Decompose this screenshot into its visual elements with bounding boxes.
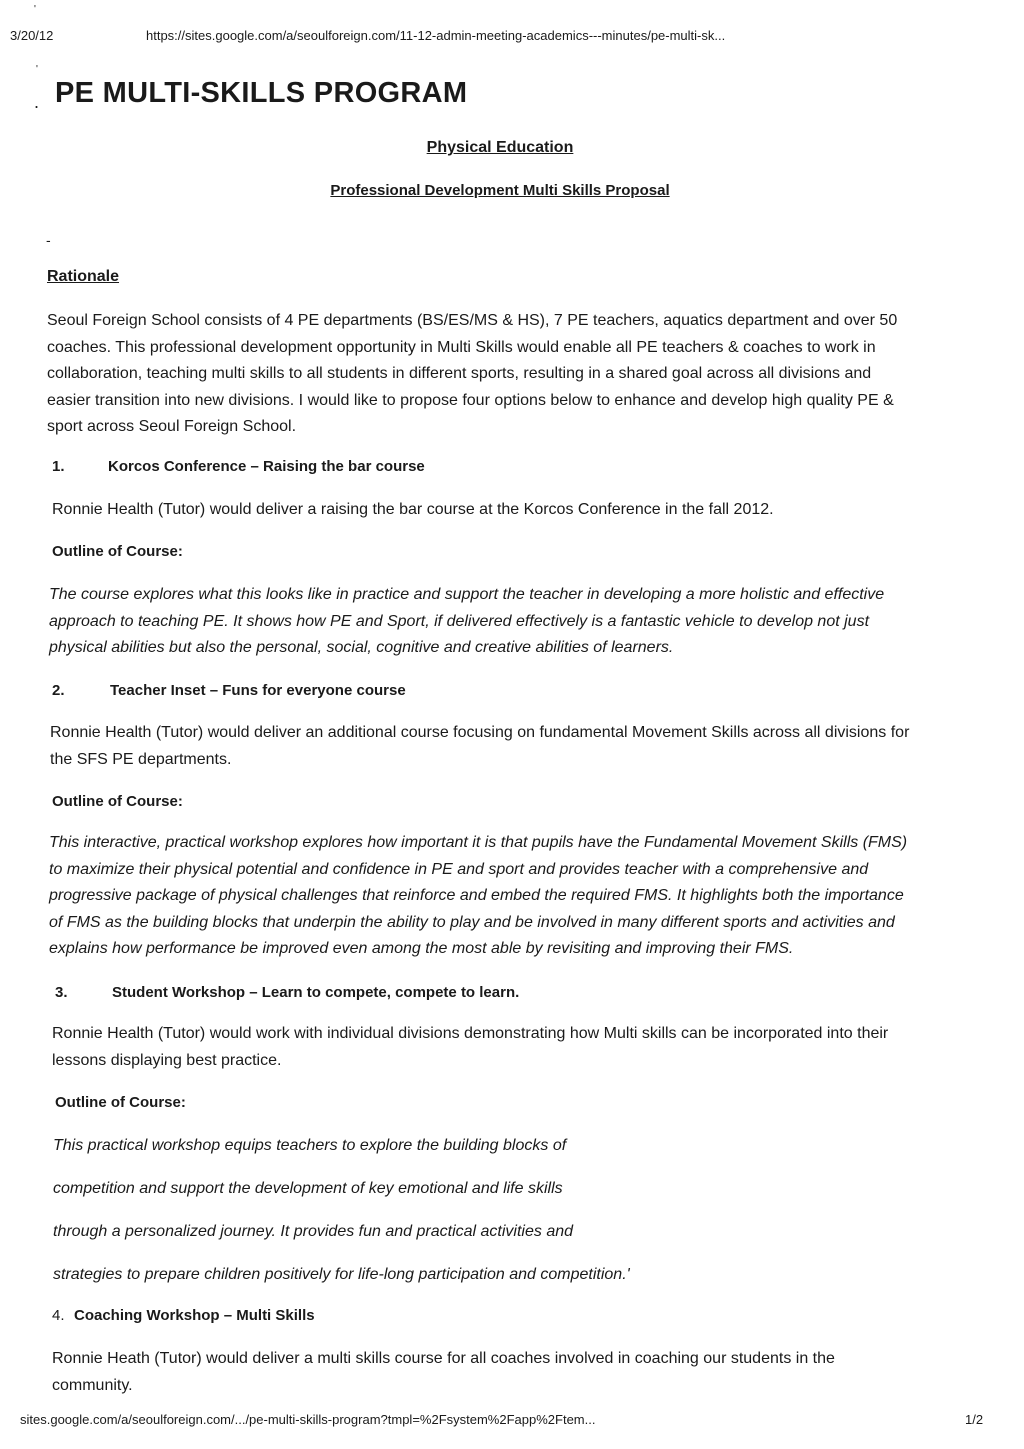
section-4-heading: Coaching Workshop – Multi Skills <box>74 1307 315 1324</box>
outline-line: This interactive, practical workshop explores how important it is that pupils have the Fundamental Movement Skills (FMS) <box>49 834 908 851</box>
rationale-line: collaboration, teaching multi skills to all students in different sports, resulting in a shared goal across all divisions and <box>47 365 872 382</box>
outline-line: through a personalized journey. It provides fun and practical activities and <box>53 1223 574 1240</box>
section-2-desc <box>50 720 980 773</box>
rationale-line: Seoul Foreign School consists of 4 PE departments (BS/ES/MS & HS), 7 PE teachers, aquatics department and over 50 <box>47 312 898 329</box>
outline-line: to maximize their physical potential and confidence in PE and sport and provides teacher with a comprehensive and <box>49 860 869 878</box>
scan-mark: ' <box>36 64 38 75</box>
section-3-number: 3. <box>55 984 68 1001</box>
page-title: PE MULTI-SKILLS PROGRAM <box>55 77 468 109</box>
section-4-number: 4. <box>52 1307 65 1324</box>
desc-line: lessons displaying best practice. <box>52 1051 282 1069</box>
section-1-outline-label: Outline of Course: <box>52 543 183 560</box>
desc-line: Ronnie Health (Tutor) would deliver an additional course focusing on fundamental Movement Skills across all divisions for <box>50 724 910 741</box>
rationale-line: coaches. This professional development opportunity in Multi Skills would enable all PE teachers & coaches to work in <box>47 338 876 356</box>
outline-line: This practical workshop equips teachers to explore the building blocks of <box>53 1137 567 1154</box>
rationale-heading: Rationale <box>47 268 120 285</box>
section-1-desc: Ronnie Health (Tutor) would deliver a raising the bar course at the Korcos Conference in the fall 2012. <box>52 501 774 518</box>
outline-line: progressive package of physical challenges that reinforce and embed the required FMS. It highlights both the importance <box>49 887 904 904</box>
outline-line: strategies to prepare children positively for life-long participation and competition.' <box>53 1266 630 1283</box>
print-date: 3/20/12 <box>10 28 54 43</box>
section-4-desc <box>52 1346 982 1399</box>
print-url: https://sites.google.com/a/seoulforeign.com/11-12-admin-meeting-academics---minutes/pe-multi-sk... <box>146 28 726 43</box>
section-2-outline-text <box>49 830 989 963</box>
outline-line: physical abilities but also the personal, social, cognitive and creative abilities of learners. <box>49 639 674 656</box>
section-1-number: 1. <box>52 458 65 475</box>
rationale-paragraph <box>47 308 977 441</box>
desc-line: Ronnie Heath (Tutor) would deliver a multi skills course for all coaches involved in coaching our students in the <box>52 1350 835 1367</box>
subtitle-proposal: Professional Development Multi Skills Proposal <box>330 182 670 199</box>
section-2-number: 2. <box>52 682 65 699</box>
section-3-outline-label: Outline of Course: <box>55 1094 186 1111</box>
section-3-heading: Student Workshop – Learn to compete, compete to learn. <box>112 984 520 1001</box>
scan-mark: ' <box>34 4 36 15</box>
subtitle-physical-education: Physical Education <box>426 139 574 156</box>
stray-mark: - <box>46 232 51 248</box>
rationale-line: sport across Seoul Foreign School. <box>47 418 297 435</box>
outline-line: of FMS as the building blocks that underpin the ability to play and be involved in many different sports and activities and <box>49 913 895 931</box>
outline-line: competition and support the development of key emotional and life skills <box>53 1180 563 1197</box>
section-1-heading: Korcos Conference – Raising the bar course <box>108 458 425 475</box>
section-2-outline-label: Outline of Course: <box>52 793 183 810</box>
outline-line: The course explores what this looks like in practice and support the teacher in developing a more holistic and effective <box>49 586 885 603</box>
section-3-desc <box>52 1021 982 1074</box>
footer-url: sites.google.com/a/seoulforeign.com/.../pe-multi-skills-program?tmpl=%2Fsystem%2Fapp%2Ftem... <box>20 1412 596 1427</box>
section-1-outline-text <box>49 582 979 662</box>
section-2-heading: Teacher Inset – Funs for everyone course <box>110 682 406 699</box>
rationale-line: easier transition into new divisions. I would like to propose four options below to enhance and develop high quality PE & <box>47 391 894 409</box>
page-number: 1/2 <box>965 1412 984 1427</box>
desc-line: the SFS PE departments. <box>50 750 232 768</box>
outline-line: explains how performance be improved even among the most able by revisiting and improving their FMS. <box>49 940 794 957</box>
desc-line: Ronnie Health (Tutor) would work with individual divisions demonstrating how Multi skills can be incorporated into their <box>52 1025 889 1042</box>
desc-line: community. <box>52 1376 133 1394</box>
outline-line: approach to teaching PE. It shows how PE and Sport, if delivered effectively is a fantastic vehicle to develop not just <box>49 612 870 630</box>
section-3-outline-text <box>53 1133 953 1305</box>
bullet-dot: . <box>34 92 40 112</box>
